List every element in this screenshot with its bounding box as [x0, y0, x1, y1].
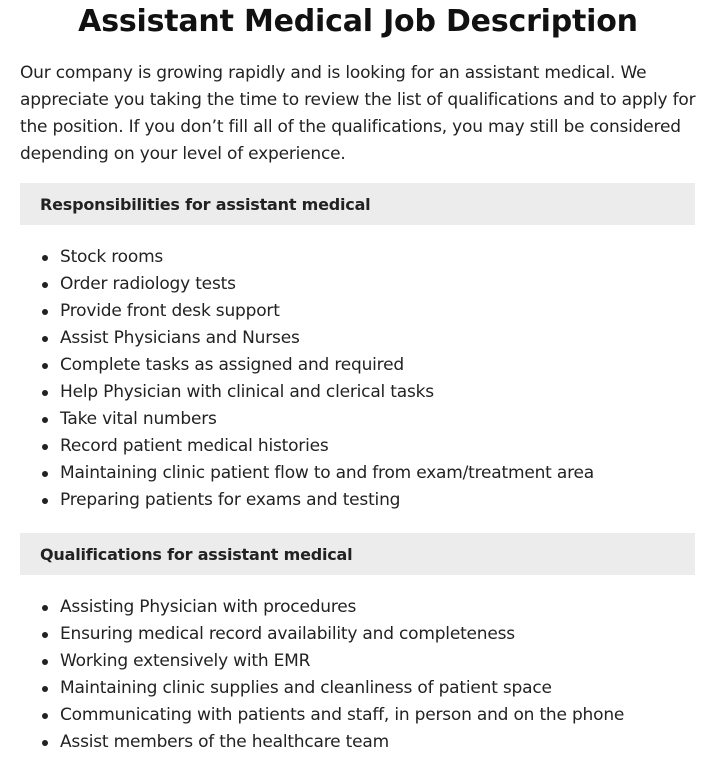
responsibility-item: Maintaining clinic patient flow to and from exam/treatment area [20, 460, 696, 487]
responsibility-item: Take vital numbers [20, 406, 696, 433]
page-title: Assistant Medical Job Description [78, 4, 638, 39]
responsibility-item: Stock rooms [20, 244, 696, 271]
qualification-item: Working extensively with EMR [20, 648, 696, 675]
qualification-item: Communicating with patients and staff, in person and on the phone [20, 702, 696, 729]
responsibility-item: Order radiology tests [20, 271, 696, 298]
responsibility-item: Assist Physicians and Nurses [20, 325, 696, 352]
qualifications-header [20, 533, 695, 575]
responsibility-item: Record patient medical histories [20, 433, 696, 460]
qualifications-list [20, 594, 696, 756]
qualification-item: Ensuring medical record availability and completeness [20, 621, 696, 648]
responsibility-item: Preparing patients for exams and testing [20, 487, 696, 514]
qualification-item: Assist members of the healthcare team [20, 729, 696, 756]
responsibilities-header [20, 183, 695, 225]
responsibilities-list [20, 244, 696, 514]
intro-paragraph: Our company is growing rapidly and is looking for an assistant medical. We appreciate you taking the time to review the list of qualifications and to apply for the position. If you don’t fill all of the qualifications, you may still be considered depending on your level of experience. [20, 63, 696, 164]
responsibility-item: Help Physician with clinical and clerical tasks [20, 379, 696, 406]
responsibility-item: Provide front desk support [20, 298, 696, 325]
responsibilities-heading: Responsibilities for assistant medical [40, 194, 371, 214]
qualification-item: Assisting Physician with procedures [20, 594, 696, 621]
responsibility-item: Complete tasks as assigned and required [20, 352, 696, 379]
qualification-item: Maintaining clinic supplies and cleanliness of patient space [20, 675, 696, 702]
qualifications-heading: Qualifications for assistant medical [40, 544, 353, 564]
